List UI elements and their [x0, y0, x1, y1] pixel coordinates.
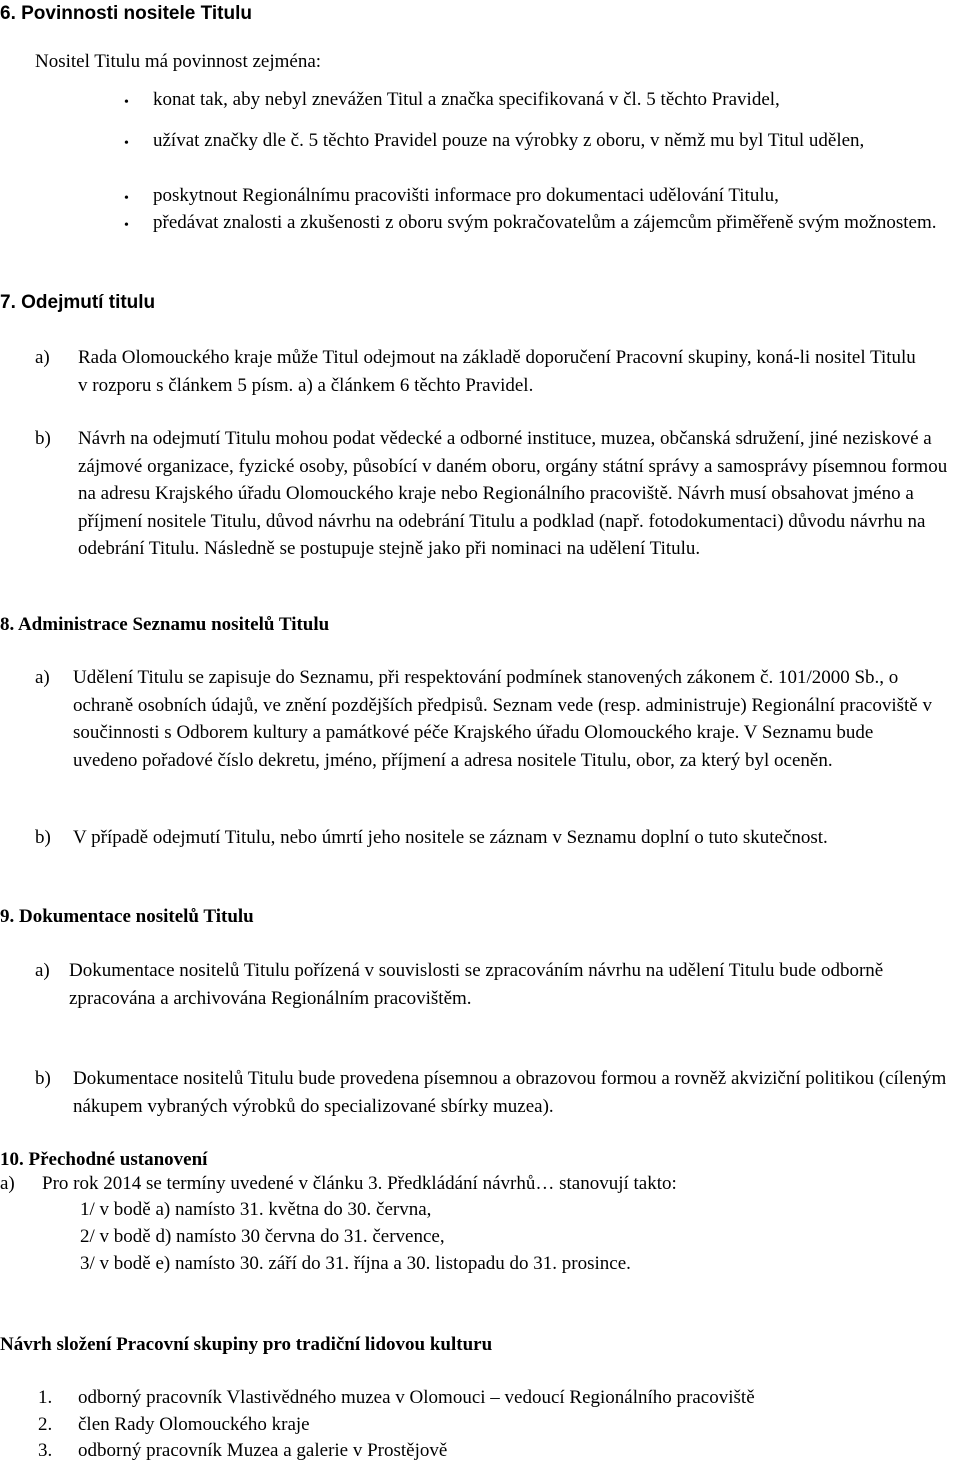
- bullet-marker: •: [124, 95, 129, 110]
- proposal-heading: Návrh složení Pracovní skupiny pro tradiční lidovou kulturu: [0, 1334, 493, 1355]
- section-8-heading: 8. Administrace Seznamu nositelů Titulu: [0, 614, 330, 635]
- section-8-item-b: V případě odejmutí Titulu, nebo úmrtí jeho nositele se záznam v Seznamu doplní o tuto skutečnost.: [73, 827, 828, 848]
- section-10-heading: 10. Přechodné ustanovení: [0, 1149, 208, 1170]
- section-7-item-a: Rada Olomouckého kraje může Titul odejmout na základě doporučení Pracovní skupiny, koná-li nositel Titulu v rozporu s článkem 5 písm. a) a článkem 6 těchto Pravidel.: [78, 347, 916, 396]
- list-number: 3.: [38, 1440, 53, 1461]
- list-number: 2.: [38, 1414, 53, 1435]
- proposal-item-2: člen Rady Olomouckého kraje: [78, 1414, 310, 1435]
- section-10-subitem-1: 1/ v bodě a) namísto 31. května do 30. června,: [80, 1199, 432, 1220]
- section-7-heading: 7. Odejmutí titulu: [0, 292, 156, 313]
- item-marker: a): [0, 1173, 15, 1194]
- section-9-heading: 9. Dokumentace nositelů Titulu: [0, 906, 254, 927]
- item-marker: b): [35, 428, 51, 449]
- section-6-bullet-4: předávat znalosti a zkušenosti z oboru svým pokračovatelům a zájemcům přiměřeně svým možnostem.: [153, 212, 937, 233]
- item-marker: b): [35, 827, 51, 848]
- section-6-bullet-3: poskytnout Regionálnímu pracovišti informace pro dokumentaci udělování Titulu,: [153, 185, 779, 206]
- section-10-subitem-2: 2/ v bodě d) namísto 30 června do 31. července,: [80, 1226, 445, 1247]
- section-7-item-b: Návrh na odejmutí Titulu mohou podat vědecké a odborné instituce, muzea, občanská sdružení, jiné neziskové a zájmové organizace, fyzické osoby, působící v daném oboru, orgány státní správy a samosprávy písemnou formou na adresu Krajského úřadu Olomouckého kraje nebo Regionálního pracoviště. Návrh musí obsahovat jméno a příjmení nositele Titulu, důvod návrhu na odebrání Titulu a podklad (např. fotodokumentaci) důvodu návrhu na odebrání Titulu. Následně se postupuje stejně jako při nominaci na udělení Titulu.: [78, 428, 948, 559]
- section-6-bullet-2: užívat značky dle č. 5 těchto Pravidel pouze na výrobky z oboru, v němž mu byl Titul udělen,: [153, 130, 865, 151]
- item-marker: a): [35, 667, 50, 688]
- item-marker: a): [35, 347, 50, 368]
- section-6-bullet-1: konat tak, aby nebyl znevážen Titul a značka specifikovaná v čl. 5 těchto Pravidel,: [153, 89, 780, 110]
- item-marker: a): [35, 960, 50, 981]
- section-6-intro: Nositel Titulu má povinnost zejména:: [35, 51, 322, 72]
- list-number: 1.: [38, 1387, 53, 1408]
- bullet-marker: •: [124, 136, 129, 151]
- proposal-item-1: odborný pracovník Vlastivědného muzea v Olomouci – vedoucí Regionálního pracoviště: [78, 1387, 755, 1408]
- section-10-subitem-3: 3/ v bodě e) namísto 30. září do 31. října a 30. listopadu do 31. prosince.: [80, 1253, 631, 1274]
- section-6-heading: 6. Povinnosti nositele Titulu: [0, 3, 252, 24]
- bullet-marker: •: [124, 191, 129, 206]
- section-9-item-a: Dokumentace nositelů Titulu pořízená v souvislosti se zpracováním návrhu na udělení Titulu bude odborně zpracována a archivována Regionálním pracovištěm.: [69, 960, 884, 1009]
- section-10-item-a: Pro rok 2014 se termíny uvedené v článku 3. Předkládání návrhů… stanovují takto:: [42, 1173, 677, 1194]
- proposal-item-3: odborný pracovník Muzea a galerie v Prostějově: [78, 1440, 448, 1461]
- section-8-item-a: Udělení Titulu se zapisuje do Seznamu, při respektování podmínek stanovených zákonem č. 101/2000 Sb., o ochraně osobních údajů, ve znění pozdějších předpisů. Seznam vede (resp. administruje) Regionální pracoviště v součinnosti s Odborem kultury a památkové péče Krajského úřadu Olomouckého kraje. V Seznamu bude uvedeno pořadové číslo dekretu, jméno, příjmení a adresa nositele Titulu, obor, za který byl oceněn.: [73, 667, 932, 771]
- section-9-item-b: Dokumentace nositelů Titulu bude provedena písemnou a obrazovou formou a rovněž akviziční politikou (cíleným nákupem vybraných výrobků do specializované sbírky muzea).: [73, 1068, 947, 1117]
- item-marker: b): [35, 1068, 51, 1089]
- bullet-marker: •: [124, 218, 129, 233]
